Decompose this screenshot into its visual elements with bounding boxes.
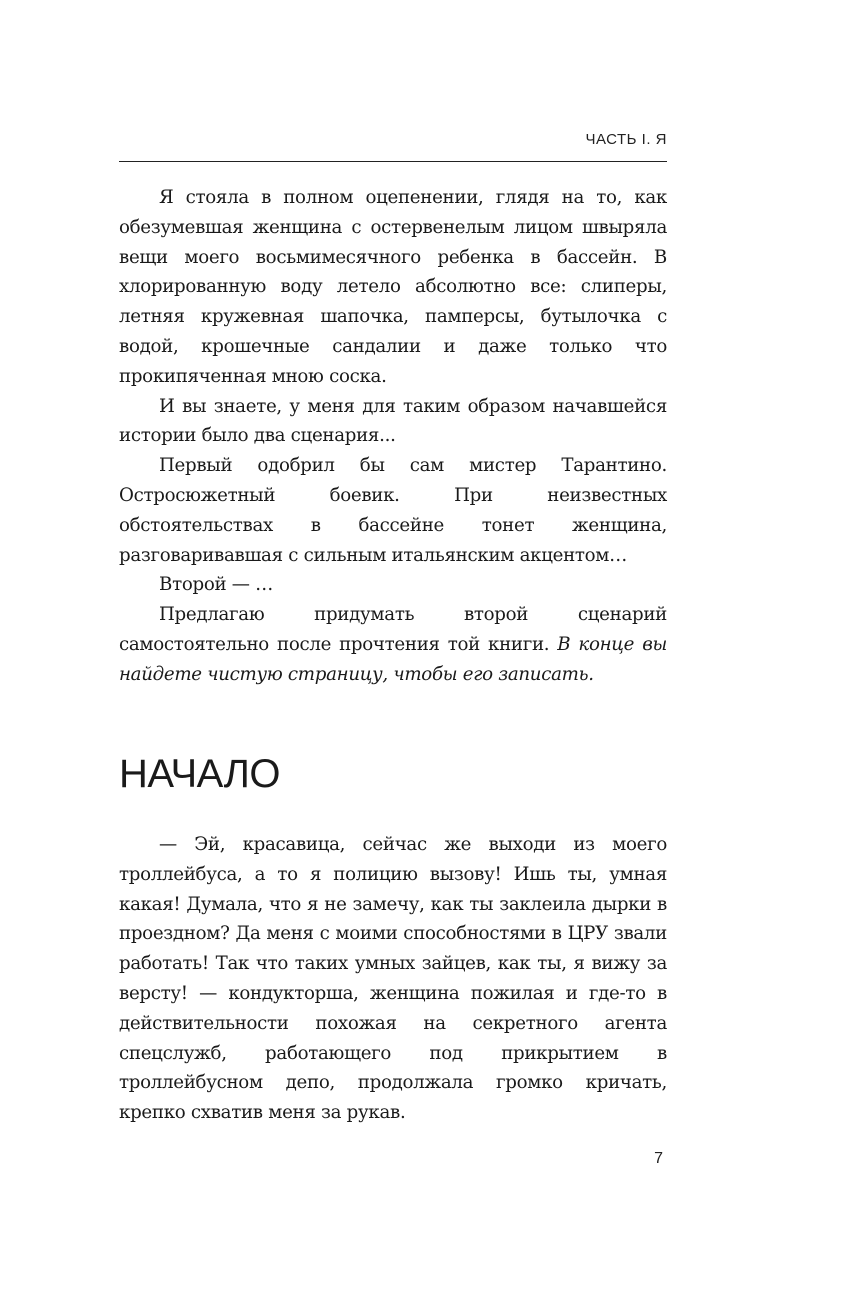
- paragraph: Второй — …: [159, 574, 274, 596]
- paragraph: И вы знаете, у меня для таким образом начавшейся истории было два сценария...: [119, 395, 667, 447]
- paragraph: Предлагаю придумать второй сценарий самостоятельно после прочтения той книги. В конце вы найдете чистую страницу, чтобы его записать.: [119, 604, 667, 685]
- paragraph: Первый одобрил бы сам мистер Тарантино. Остросюжетный боевик. При неизвестных обстоятельствах в бассейне тонет женщина, разговаривавшая с сильным итальянским акцентом…: [119, 455, 667, 566]
- intro-text: [119, 183, 667, 690]
- italic-note: В конце вы найдете чистую страницу, чтобы его записать.: [119, 633, 667, 685]
- section-title: НАЧАЛО: [119, 752, 281, 796]
- section-text: [119, 830, 667, 1128]
- header-rule: [119, 161, 667, 162]
- paragraph: Я стояла в полном оцепенении, глядя на то, как обезумевшая женщина с остервенелым лицом швыряла вещи моего восьмимесячного ребенка в бассейн. В хлорированную воду летело абсолютно все: слиперы, летняя кружевная шапочка, памперсы, бутылочка с водой, крошечные сандалии и даже только что прокипяченная мною соска.: [119, 187, 667, 387]
- paragraph: — Эй, красавица, сейчас же выходи из моего троллейбуса, а то я полицию вызову! Ишь ты, умная какая! Думала, что я не замечу, как ты заклеила дырки в проездном? Да меня с моими способностями в ЦРУ звали работать! Так что таких умных зайцев, как ты, я вижу за версту! — кондукторша, женщина пожилая и где-то в действительности похожая на секретного агента спецслужб, работающего под прикрытием в троллейбусном депо, продолжала громко кричать, крепко схватив меня за рукав.: [119, 834, 667, 1124]
- running-head: ЧАСТЬ I. Я: [585, 131, 667, 148]
- page-number: 7: [654, 1150, 663, 1167]
